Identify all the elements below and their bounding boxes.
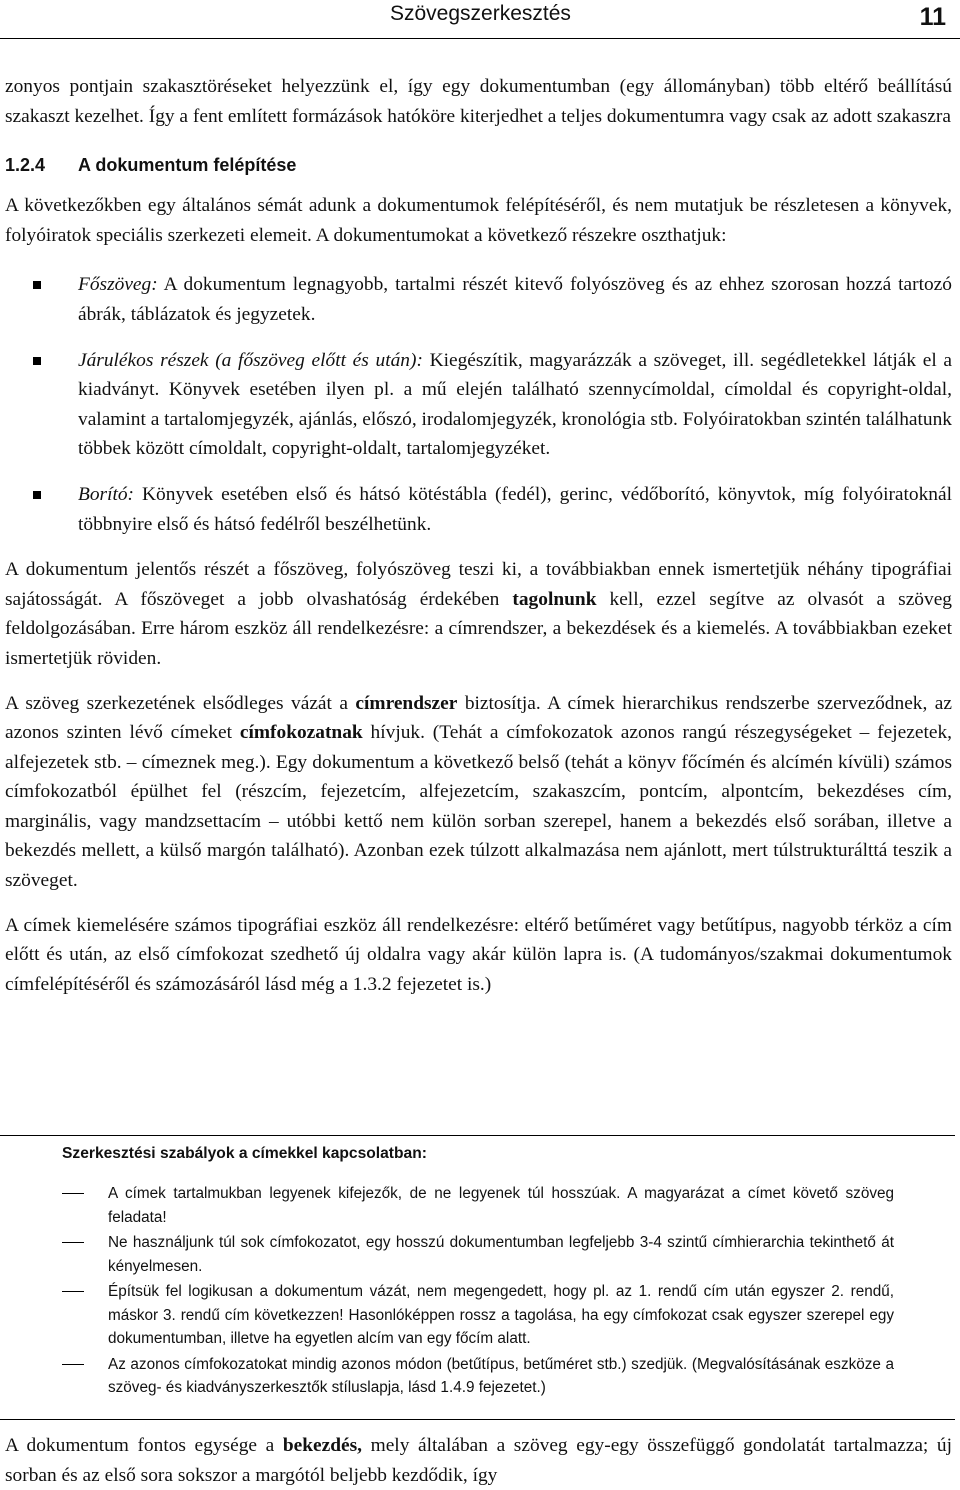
editing-rules-box — [0, 1135, 955, 1420]
rule-text: Építsük fel logikusan a dokumentum vázát, nem megengedett, hogy pl. az 1. rendű cím után egyszer 2. rendű, máskor 3. rendű cím következzen! Hasonlóképpen rossz a tagolása, ha egy címfokozat csak egyszer szerepel egy dokumentumban, illetve ha egyetlen alcím van egy főcím alatt. — [108, 1283, 894, 1347]
paragraph-text: hívjuk. (Tehát a címfokozatok azonos rangú részegységeket – fejezetek, alfejezetek stb. – címeznek meg.). Egy dokumentum a következő belső (tehát a könyv főcímén és alcímén kívüli) számos címfokozatból épülhet fel (részcím, fejezetcím, alfejezetcím, szakaszcím, pontcím, alpontcím, bekezdéses cím, marginális, vagy mandzsettacím – utóbbi kettő nem külön sorban szerepel, hanem a bekezdés első sorában, illetve a bekezdés mellett, a külső margón található). Azonban ezek túlzott alkalmazása nem ajánlott, mert túlstrukturálttá teszik a szöveget. — [5, 722, 952, 892]
rule-text: A címek tartalmukban legyenek kifejezők, de ne legyenek túl hosszúak. A magyarázat a címet követő szöveg feladata! — [108, 1185, 894, 1226]
intro-paragraph: zonyos pontjain szakasztöréseket helyezzünk el, így egy dokumentumban (egy állományban) több eltérő beállítású szakaszt kezelhet. Így a fent említett formázások hatóköre kiterjedhet a teljes dokumentumra vagy csak az adott szakaszra — [5, 76, 952, 127]
square-bullet-icon — [33, 491, 41, 499]
header-title: Szövegszerkesztés — [390, 2, 571, 25]
rule-item — [62, 1353, 894, 1400]
list-item-term: Járulékos részek (a főszöveg előtt és után): — [78, 349, 423, 371]
dash-bullet-icon — [62, 1193, 84, 1194]
heading-emphasis-paragraph: A címek kiemelésére számos tipográfiai eszköz áll rendelkezésre: eltérő betűméret vagy betűtípus, nagyobb térköz a cím előtt és után, az első címfokozat szedhető új oldalra vagy akár külön lapra is. (A tudományos/szakmai dokumentumok címfelépítéséről és számozásáról lásd még a 1.3.2 fejezetet is.) — [5, 914, 952, 995]
bold-term: bekezdés, — [282, 1435, 363, 1456]
list-item-text: Kiegészítik, magyarázzák a szöveget, ill. segédletekkel látják el a kiadványt. Könyvek esetében ilyen pl. a mű elején található szennycímoldal, címoldal és copyright-oldal, valamint a tartalomjegyzék, ajánlás, előszó, irodalomjegyzék, kronológia stb. Folyóiratokban szintén találhatunk többek között címoldalt, copyright-oldalt, tartalomjegyzéket. — [78, 349, 952, 460]
dash-bullet-icon — [62, 1242, 84, 1243]
rules-list — [62, 1182, 894, 1402]
list-item — [5, 270, 952, 329]
rule-text: Ne használjunk túl sok címfokozatot, egy hosszú dokumentumban legfeljebb 3-4 szintű címhierarchia tekinthető át kényelmesen. — [108, 1234, 894, 1275]
list-item-text: Könyvek esetében első és hátsó kötéstábla (fedél), gerinc, védőborító, könyvtok, míg folyóiratoknál többnyire első és hátsó fedélről beszélhetünk. — [78, 483, 952, 535]
rule-item — [62, 1280, 894, 1351]
list-item — [5, 346, 952, 464]
document-parts-list — [5, 270, 952, 539]
section-heading — [5, 151, 952, 179]
square-bullet-icon — [33, 281, 41, 289]
dash-bullet-icon — [62, 1291, 84, 1292]
paragraph-text: A dokumentum jelentős részét a főszöveg, folyószöveg teszi ki, a továbbiakban ennek ismertetjük néhány tipográfiai sajátosságát. A főszöveget a jobb olvashatóság érdekében — [5, 559, 952, 610]
paragraph-text: biztosítja. A címek hierarchikus rendszerbe szerveződnek, az azonos szinten lévő címeket — [5, 692, 952, 744]
paragraph-section — [5, 1431, 952, 1490]
paragraph-text: kell, ezzel segítve az olvasót a szöveg feldolgozásában. Erre három eszköz áll rendelkezésre: a címrendszer, a bekezdések és a kiemelés. A továbbiakban ezeket ismertetjük röviden. — [5, 588, 952, 669]
main-content — [5, 72, 952, 999]
rule-text: Az azonos címfokozatokat mindig azonos módon (betűtípus, betűméret stb.) szedjük. (Megvalósításának eszköze a szöveg- és kiadványszerkesztők stíluslapja, lásd 1.4.9 fejezetet.) — [108, 1355, 894, 1396]
list-item-term: Főszöveg: — [78, 274, 158, 296]
heading-system-paragraph — [5, 689, 952, 896]
section-title: A dokumentum felépítése — [78, 155, 297, 176]
paragraph-text: A szöveg szerkezetének elsődleges vázát a — [5, 692, 356, 714]
dash-bullet-icon — [62, 1364, 84, 1365]
rule-item — [62, 1182, 894, 1229]
list-item-term: Borító: — [78, 483, 135, 505]
square-bullet-icon — [33, 357, 41, 365]
paragraph-text: A dokumentum fontos egysége a — [5, 1435, 283, 1456]
section-intro-paragraph: A következőkben egy általános sémát adunk a dokumentumok felépítéséről, és nem mutatjuk be részletesen a könyvek, folyóiratok speciális szerkezeti elemeit. A dokumentumokat a következő részekre oszthatjuk: — [5, 195, 952, 246]
paragraph-unit-paragraph — [5, 1431, 952, 1490]
bold-term: címfokozatnak — [239, 722, 363, 744]
main-text-paragraph — [5, 555, 952, 673]
paragraph-text: mely általában a szöveg egy-egy összefüggő gondolatát tartalmazza; új sorban és az első sora sokszor a margótól beljebb kezdődik, így — [5, 1435, 952, 1486]
bold-term: címrendszer — [355, 692, 458, 714]
running-header — [0, 0, 960, 39]
section-number: 1.2.4 — [5, 155, 46, 176]
bold-term: tagolnunk — [512, 588, 597, 610]
rule-item — [62, 1231, 894, 1278]
page-number: 11 — [919, 3, 946, 31]
list-item-text: A dokumentum legnagyobb, tartalmi részét kitevő folyószöveg és az ehhez szorosan hozzá tartozó ábrák, táblázatok és jegyzetek. — [78, 274, 952, 325]
rules-box-title: Szerkesztési szabályok a címekkel kapcsolatban: — [62, 1145, 427, 1162]
list-item — [5, 480, 952, 539]
